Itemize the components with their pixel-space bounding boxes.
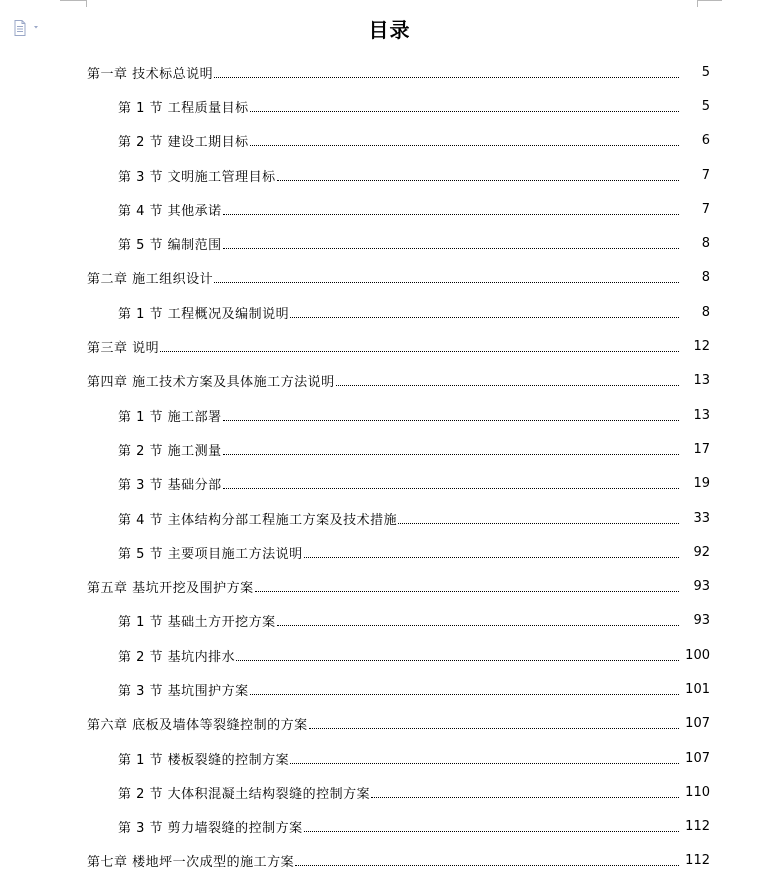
toc-dot-leader <box>371 796 679 798</box>
toc-chapter-entry[interactable] <box>0 261 779 295</box>
toc-chapter-entry[interactable] <box>0 707 779 741</box>
toc-page-number: 19 <box>693 476 710 492</box>
toc-section-entry[interactable] <box>0 810 779 844</box>
toc-entry-label: 第三章 说明 <box>87 341 160 357</box>
page-title: 目录 <box>368 18 411 42</box>
toc-dot-leader <box>295 864 679 866</box>
toc-dot-leader <box>223 419 679 421</box>
toc-dot-leader <box>255 590 679 592</box>
toc-dot-leader <box>277 179 679 181</box>
toc-chapter-entry[interactable] <box>0 844 779 878</box>
toc-section-entry[interactable] <box>0 535 779 569</box>
page-corner-mark-right <box>697 0 722 7</box>
toc-dot-leader <box>336 384 679 386</box>
toc-entry-label: 第六章 底板及墙体等裂缝控制的方案 <box>87 718 308 734</box>
toc-entry-label: 第 1 节 基础土方开挖方案 <box>118 615 276 631</box>
toc-section-entry[interactable] <box>0 638 779 672</box>
toc-section-entry[interactable] <box>0 741 779 775</box>
toc-page-number: 110 <box>685 784 710 800</box>
toc-entry-label: 第 4 节 主体结构分部工程施工方案及技术措施 <box>118 512 398 528</box>
toc-dot-leader <box>290 762 679 764</box>
toc-page-number: 107 <box>685 716 710 732</box>
toc-dot-leader <box>223 213 679 215</box>
toc-dot-leader <box>214 281 679 283</box>
toc-page-number: 13 <box>693 407 710 423</box>
toc-section-entry[interactable] <box>0 432 779 466</box>
toc-page-number: 5 <box>701 98 710 114</box>
toc-chapter-entry[interactable] <box>0 329 779 363</box>
toc-dot-leader <box>214 76 679 78</box>
toc-entry-label: 第 3 节 基坑围护方案 <box>118 683 249 699</box>
toc-page-number: 17 <box>693 441 710 457</box>
toc-page-number: 8 <box>701 236 710 252</box>
toc-page-number: 8 <box>701 270 710 286</box>
toc-entry-label: 第 4 节 其他承诺 <box>118 203 222 219</box>
toc-entry-label: 第 3 节 文明施工管理目标 <box>118 169 276 185</box>
toc-page-number: 7 <box>701 201 710 217</box>
toc-entry-label: 第 2 节 大体积混凝土结构裂缝的控制方案 <box>118 786 371 802</box>
toc-chapter-entry[interactable] <box>0 569 779 603</box>
toc-entry-label: 第一章 技术标总说明 <box>87 66 214 82</box>
toc-entry-label: 第 1 节 楼板裂缝的控制方案 <box>118 752 290 768</box>
toc-section-entry[interactable] <box>0 501 779 535</box>
toc-entry-label: 第 2 节 基坑内排水 <box>118 649 236 665</box>
toc-section-entry[interactable] <box>0 775 779 809</box>
toc-entry-label: 第 1 节 工程概况及编制说明 <box>118 306 290 322</box>
toc-section-entry[interactable] <box>0 89 779 123</box>
toc-section-entry[interactable] <box>0 158 779 192</box>
toc-entry-label: 第 5 节 编制范围 <box>118 238 222 254</box>
toc-page-number: 93 <box>693 579 710 595</box>
toc-dot-leader <box>277 624 679 626</box>
toc-section-entry[interactable] <box>0 192 779 226</box>
toc-page-number: 13 <box>693 373 710 389</box>
toc-section-entry[interactable] <box>0 672 779 706</box>
toc-entry-label: 第 1 节 工程质量目标 <box>118 100 249 116</box>
toc-entry-label: 第 5 节 主要项目施工方法说明 <box>118 546 303 562</box>
toc-dot-leader <box>236 659 679 661</box>
toc-page-number: 6 <box>701 133 710 149</box>
toc-section-entry[interactable] <box>0 467 779 501</box>
toc-entry-label: 第四章 施工技术方案及具体施工方法说明 <box>87 375 335 391</box>
toc-section-entry[interactable] <box>0 226 779 260</box>
toc-dot-leader <box>250 693 679 695</box>
table-of-contents <box>0 55 779 878</box>
toc-page-number: 5 <box>701 64 710 80</box>
toc-dot-leader <box>290 316 679 318</box>
toc-entry-label: 第七章 楼地坪一次成型的施工方案 <box>87 855 295 871</box>
toc-entry-label: 第二章 施工组织设计 <box>87 272 214 288</box>
toc-dot-leader <box>304 556 679 558</box>
toc-page-number: 92 <box>693 544 710 560</box>
toc-page-number: 100 <box>685 647 710 663</box>
toc-entry-label: 第 3 节 剪力墙裂缝的控制方案 <box>118 821 303 837</box>
toc-entry-label: 第 2 节 建设工期目标 <box>118 135 249 151</box>
toc-entry-label: 第五章 基坑开挖及围护方案 <box>87 581 254 597</box>
toc-dot-leader <box>309 727 679 729</box>
toc-entry-label: 第 3 节 基础分部 <box>118 478 222 494</box>
toc-page-number: 107 <box>685 750 710 766</box>
page-corner-mark-left <box>60 0 87 7</box>
toc-section-entry[interactable] <box>0 295 779 329</box>
toc-section-entry[interactable] <box>0 124 779 158</box>
toc-page-number: 93 <box>693 613 710 629</box>
toc-entry-label: 第 2 节 施工测量 <box>118 443 222 459</box>
toc-dot-leader <box>304 830 679 832</box>
toc-dot-leader <box>223 247 679 249</box>
toc-entry-label: 第 1 节 施工部署 <box>118 409 222 425</box>
toc-section-entry[interactable] <box>0 398 779 432</box>
toc-page-number: 33 <box>693 510 710 526</box>
toc-section-entry[interactable] <box>0 604 779 638</box>
toc-page-number: 112 <box>685 853 710 869</box>
toc-chapter-entry[interactable] <box>0 364 779 398</box>
toc-page-number: 8 <box>701 304 710 320</box>
toc-dot-leader <box>250 110 679 112</box>
toc-chapter-entry[interactable] <box>0 55 779 89</box>
toc-page-number: 101 <box>685 681 710 697</box>
toc-dot-leader <box>250 144 679 146</box>
toc-page-number: 12 <box>693 339 710 355</box>
toc-dot-leader <box>160 350 679 352</box>
toc-dot-leader <box>398 522 679 524</box>
toc-page-number: 112 <box>685 819 710 835</box>
toc-page-number: 7 <box>701 167 710 183</box>
toc-dot-leader <box>223 487 679 489</box>
toc-dot-leader <box>223 453 679 455</box>
